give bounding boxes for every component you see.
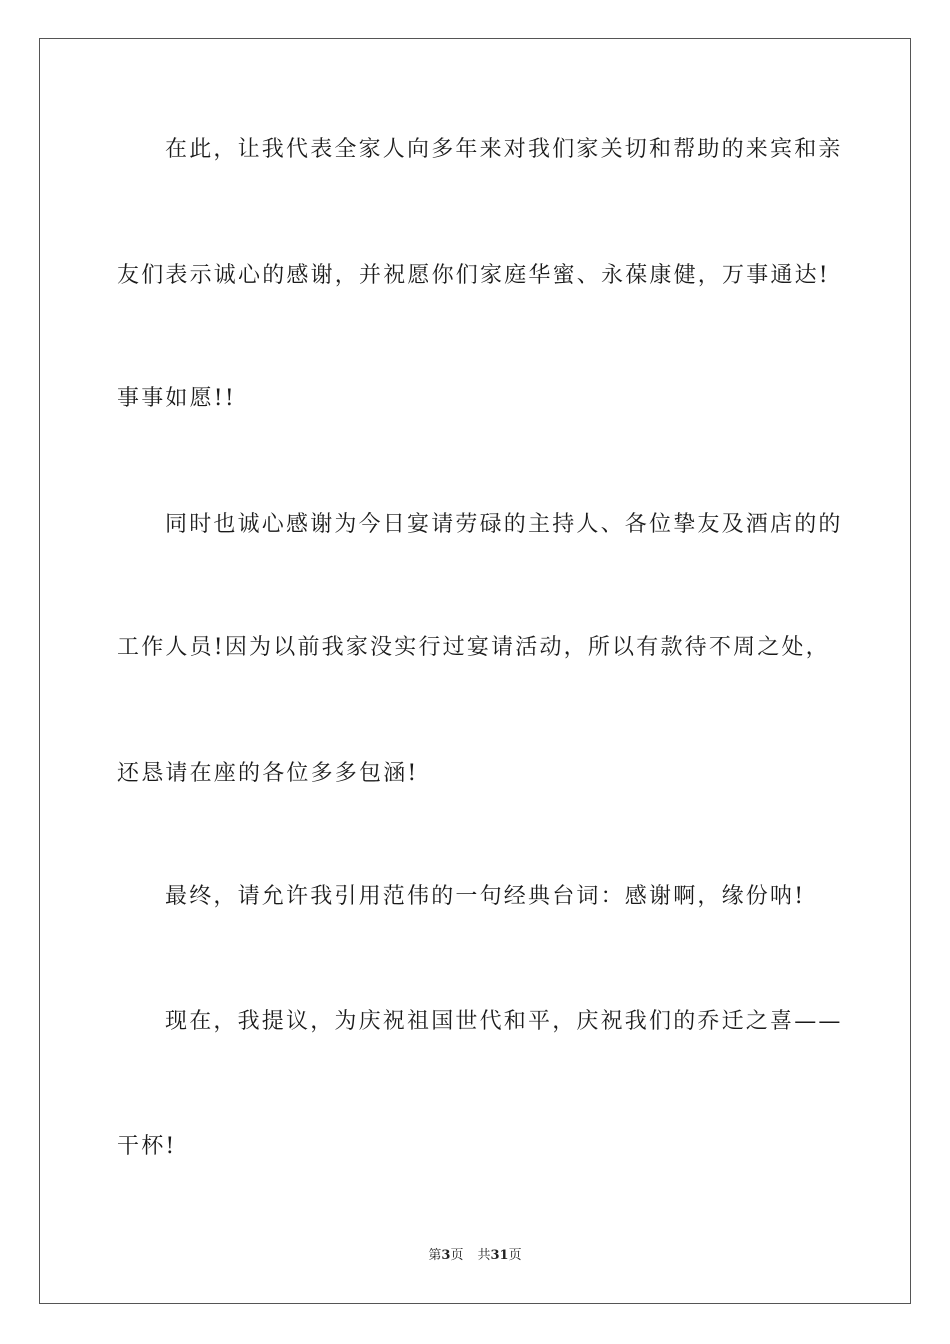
body-line-3: 事事如愿!! [117,386,236,411]
body-line-8: 现在，我提议，为庆祝祖国世代和平，庆祝我们的乔迁之喜—— [165,1009,843,1034]
footer-total-pages: 31 [490,1248,509,1263]
footer-total-prefix: 共 [477,1248,491,1263]
page-footer [0,1247,950,1265]
footer-page-suffix: 页 [450,1248,464,1263]
page-border [39,38,911,1304]
footer-page-prefix: 第 [428,1248,442,1263]
body-line-2: 友们表示诚心的感谢，并祝愿你们家庭华蜜、永葆康健，万事通达! [117,263,830,288]
body-line-7: 最终，请允许我引用范伟的一句经典台词：感谢啊，缘份呐! [165,884,806,909]
body-line-4: 同时也诚心感谢为今日宴请劳碌的主持人、各位挚友及酒店的的 [165,512,843,537]
body-line-9: 干杯! [117,1134,177,1159]
footer-page-number: 3 [441,1248,451,1263]
body-line-6: 还恳请在座的各位多多包涵! [117,761,419,786]
body-line-1: 在此，让我代表全家人向多年来对我们家关切和帮助的来宾和亲 [165,137,843,162]
body-line-5: 工作人员!因为以前我家没实行过宴请活动，所以有款待不周之处， [117,635,830,660]
footer-total-suffix: 页 [508,1248,522,1263]
